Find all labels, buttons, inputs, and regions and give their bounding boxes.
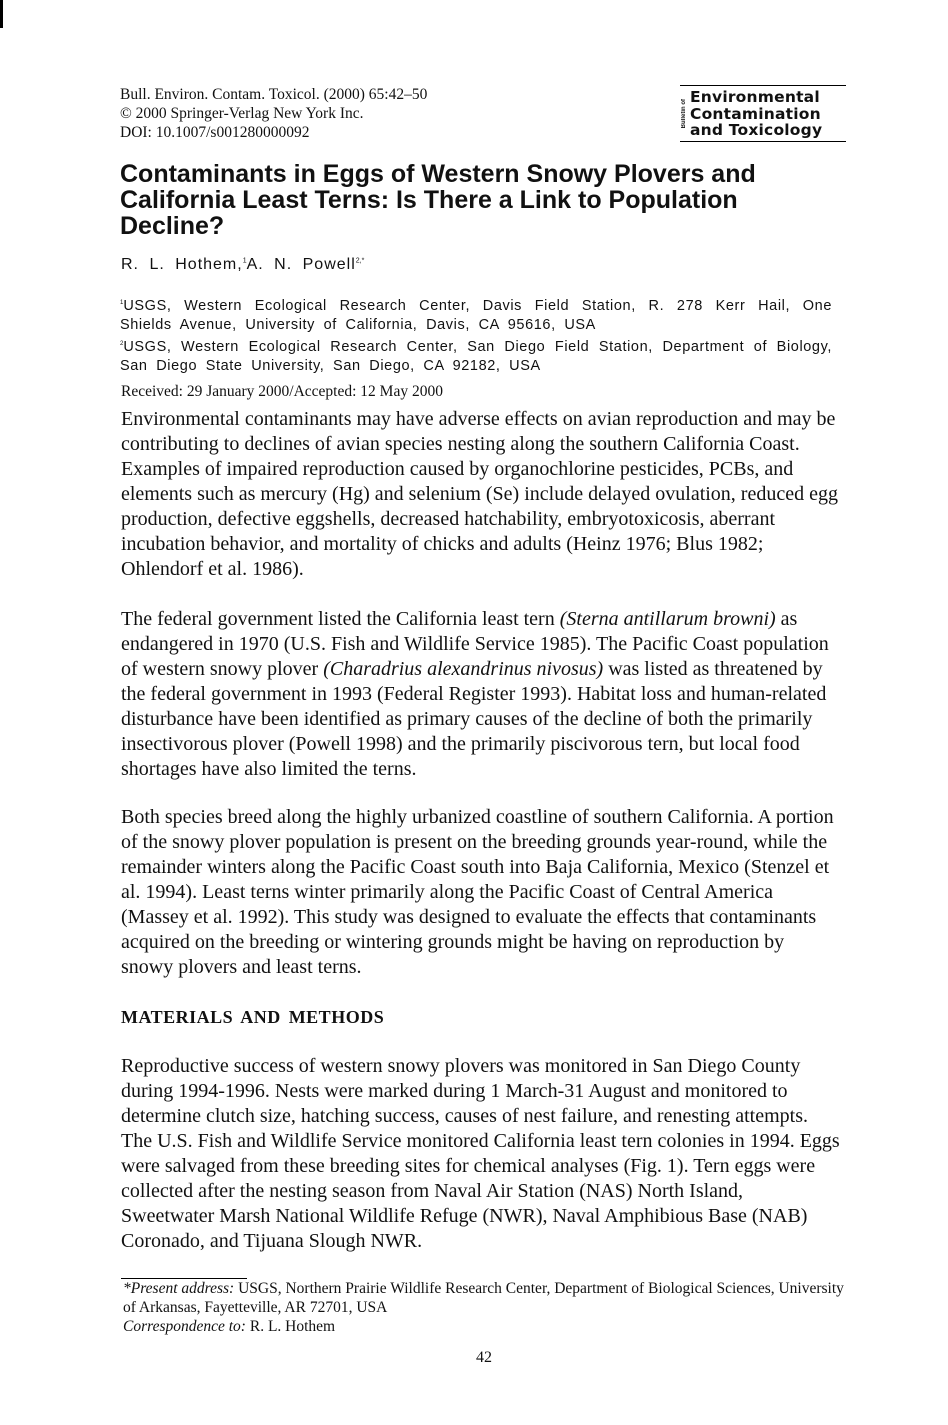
footnote-correspondence: Correspondence to: R. L. Hothem (123, 1318, 336, 1335)
citation-block (120, 85, 427, 142)
paragraph-methods: Reproductive success of western snowy plovers was monitored in San Diego County during 1994-1996. Nests were marked during 1 March-31 August and monitored to determine clutch size, hatching success, causes of nest failure, and renesting attempts. The U.S. Fish and Wildlife Service monitored California least tern colonies in 1994. Eggs were salvaged from these breeding sites for chemical analyses (Fig. 1). Tern eggs were collected after the nesting season from Naval Air Station (NAS) North Island, Sweetwater Marsh National Wildlife Refuge (NWR), Naval Amphibious Base (NAB) Coronado, and Tijuana Slough NWR. (121, 1055, 840, 1252)
citation-copyright: © 2000 Springer-Verlag New York Inc. (120, 105, 364, 122)
affiliation-1: $^1$USGS, Western Ecological Research Center, Davis Field Station, R. 278 Kerr Hail, One Shields Avenue, University of California, Davis, CA 95616, USA (120, 297, 832, 333)
author-hothem-affil-mark: 1 (242, 257, 247, 265)
paragraph-listing: The federal government listed the California least tern (Sterna antillarum browni) as endangered in 1970 (U.S. Fish and Wildlife Service 1985). The Pacific Coast population of western snowy plover (Charadrius alexandrinus nivosus) was listed as threatened by the federal government in 1993 (Federal Register 1993). Habitat loss and human-related disturbance have been identified as primary causes of the decline of both the primarily insectivorous plover (Powell 1998) and the primarily piscivorous tern, but local food shortages have also limited the terns. (121, 608, 829, 780)
journal-logo-side-text: Bulletin of (681, 99, 687, 129)
affiliations (120, 294, 832, 376)
footnote (123, 1279, 847, 1336)
species-name-plover: (Charadrius alexandrinus nivosus) (323, 658, 604, 680)
page-number: 42 (476, 1349, 492, 1366)
author-line (121, 256, 364, 274)
author-hothem: R. L. Hothem, (121, 256, 243, 273)
journal-logo-line1: Environmental (690, 88, 820, 106)
page-edge-mark (0, 0, 3, 28)
received-dates: Received: 29 January 2000/Accepted: 12 May 2000 (121, 383, 443, 400)
journal-logo-title (690, 89, 822, 139)
journal-logo (680, 85, 846, 142)
affiliation-2: $^2$USGS, Western Ecological Research Center, San Diego Field Station, Department of Biology, San Diego State University, San Diego, CA 92182, USA (120, 338, 832, 374)
author-powell: A. N. Powell (246, 256, 356, 273)
journal-logo-line3: and Toxicology (690, 121, 823, 139)
paragraph-range: Both species breed along the highly urbanized coastline of southern California. A portion of the snowy plover population is present on the breeding grounds year-round, while the remainder winters along the Pacific Coast south into Baja California, Mexico (Stenzel et al. 1994). Least terns winter primarily along the Pacific Coast of Central America (Massey et al. 1992). This study was designed to evaluate the effects that contaminants acquired on the breeding or wintering grounds might be having on reproduction by snowy plovers and least terns. (121, 806, 834, 978)
section-heading-methods: MATERIALS AND METHODS (121, 1007, 385, 1027)
citation-doi: DOI: 10.1007/s001280000092 (120, 124, 310, 141)
paragraph-intro: Environmental contaminants may have adverse effects on avian reproduction and may be contributing to declines of avian species nesting along the southern California Coast. Examples of impaired reproduction caused by organochlorine pesticides, PCBs, and elements such as mercury (Hg) and selenium (Se) include delayed ovulation, reduced egg production, defective eggshells, decreased hatchability, embryotoxicosis, aberrant incubation behavior, and mortality of chicks and adults (Heinz 1976; Blus 1982; Ohlendorf et al. 1986). (121, 408, 838, 580)
article-title: Contaminants in Eggs of Western Snowy Plovers and California Least Terns: Is There a Link to Population Decline? (120, 160, 756, 240)
footnote-present-address: *Present address: USGS, Northern Prairie Wildlife Research Center, Department of Biological Sciences, University of Arkansas, Fayetteville, AR 72701, USA (123, 1280, 844, 1316)
citation-journal: Bull. Environ. Contam. Toxicol. (2000) 65:42–50 (120, 86, 428, 103)
author-powell-affil-mark: 2,* (355, 257, 365, 265)
species-name-tern: (Sterna antillarum browni) (559, 608, 776, 630)
journal-logo-line2: Contamination (690, 104, 821, 123)
